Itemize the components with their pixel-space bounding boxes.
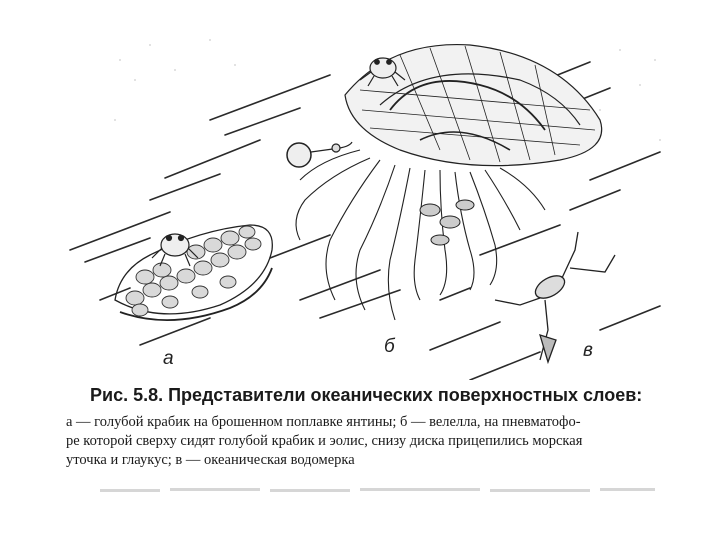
label-v: в — [583, 340, 593, 361]
caption-line: а — голубой крабик на брошенном поплавке янтины; б — велелла, на пневматофо- — [66, 414, 581, 430]
label-b: б — [384, 336, 395, 357]
caption-line: уточка и глаукус; в — океаническая водомерка — [66, 452, 355, 468]
figure-caption-body — [66, 413, 656, 470]
barnacle-cluster — [420, 200, 474, 245]
bleed-through-noise — [100, 483, 660, 497]
caption-line: ре которой сверху сидят голубой крабик и эолис, снизу диска прицепились морская — [66, 433, 583, 449]
water-strider-v — [495, 232, 615, 362]
tentacles — [296, 150, 545, 320]
glaucus — [287, 142, 352, 167]
figure-caption-title: Рис. 5.8. Представители океанических поверхностных слоев: — [90, 385, 643, 405]
label-a: а — [163, 348, 174, 369]
crab-on-float-a — [115, 225, 272, 320]
